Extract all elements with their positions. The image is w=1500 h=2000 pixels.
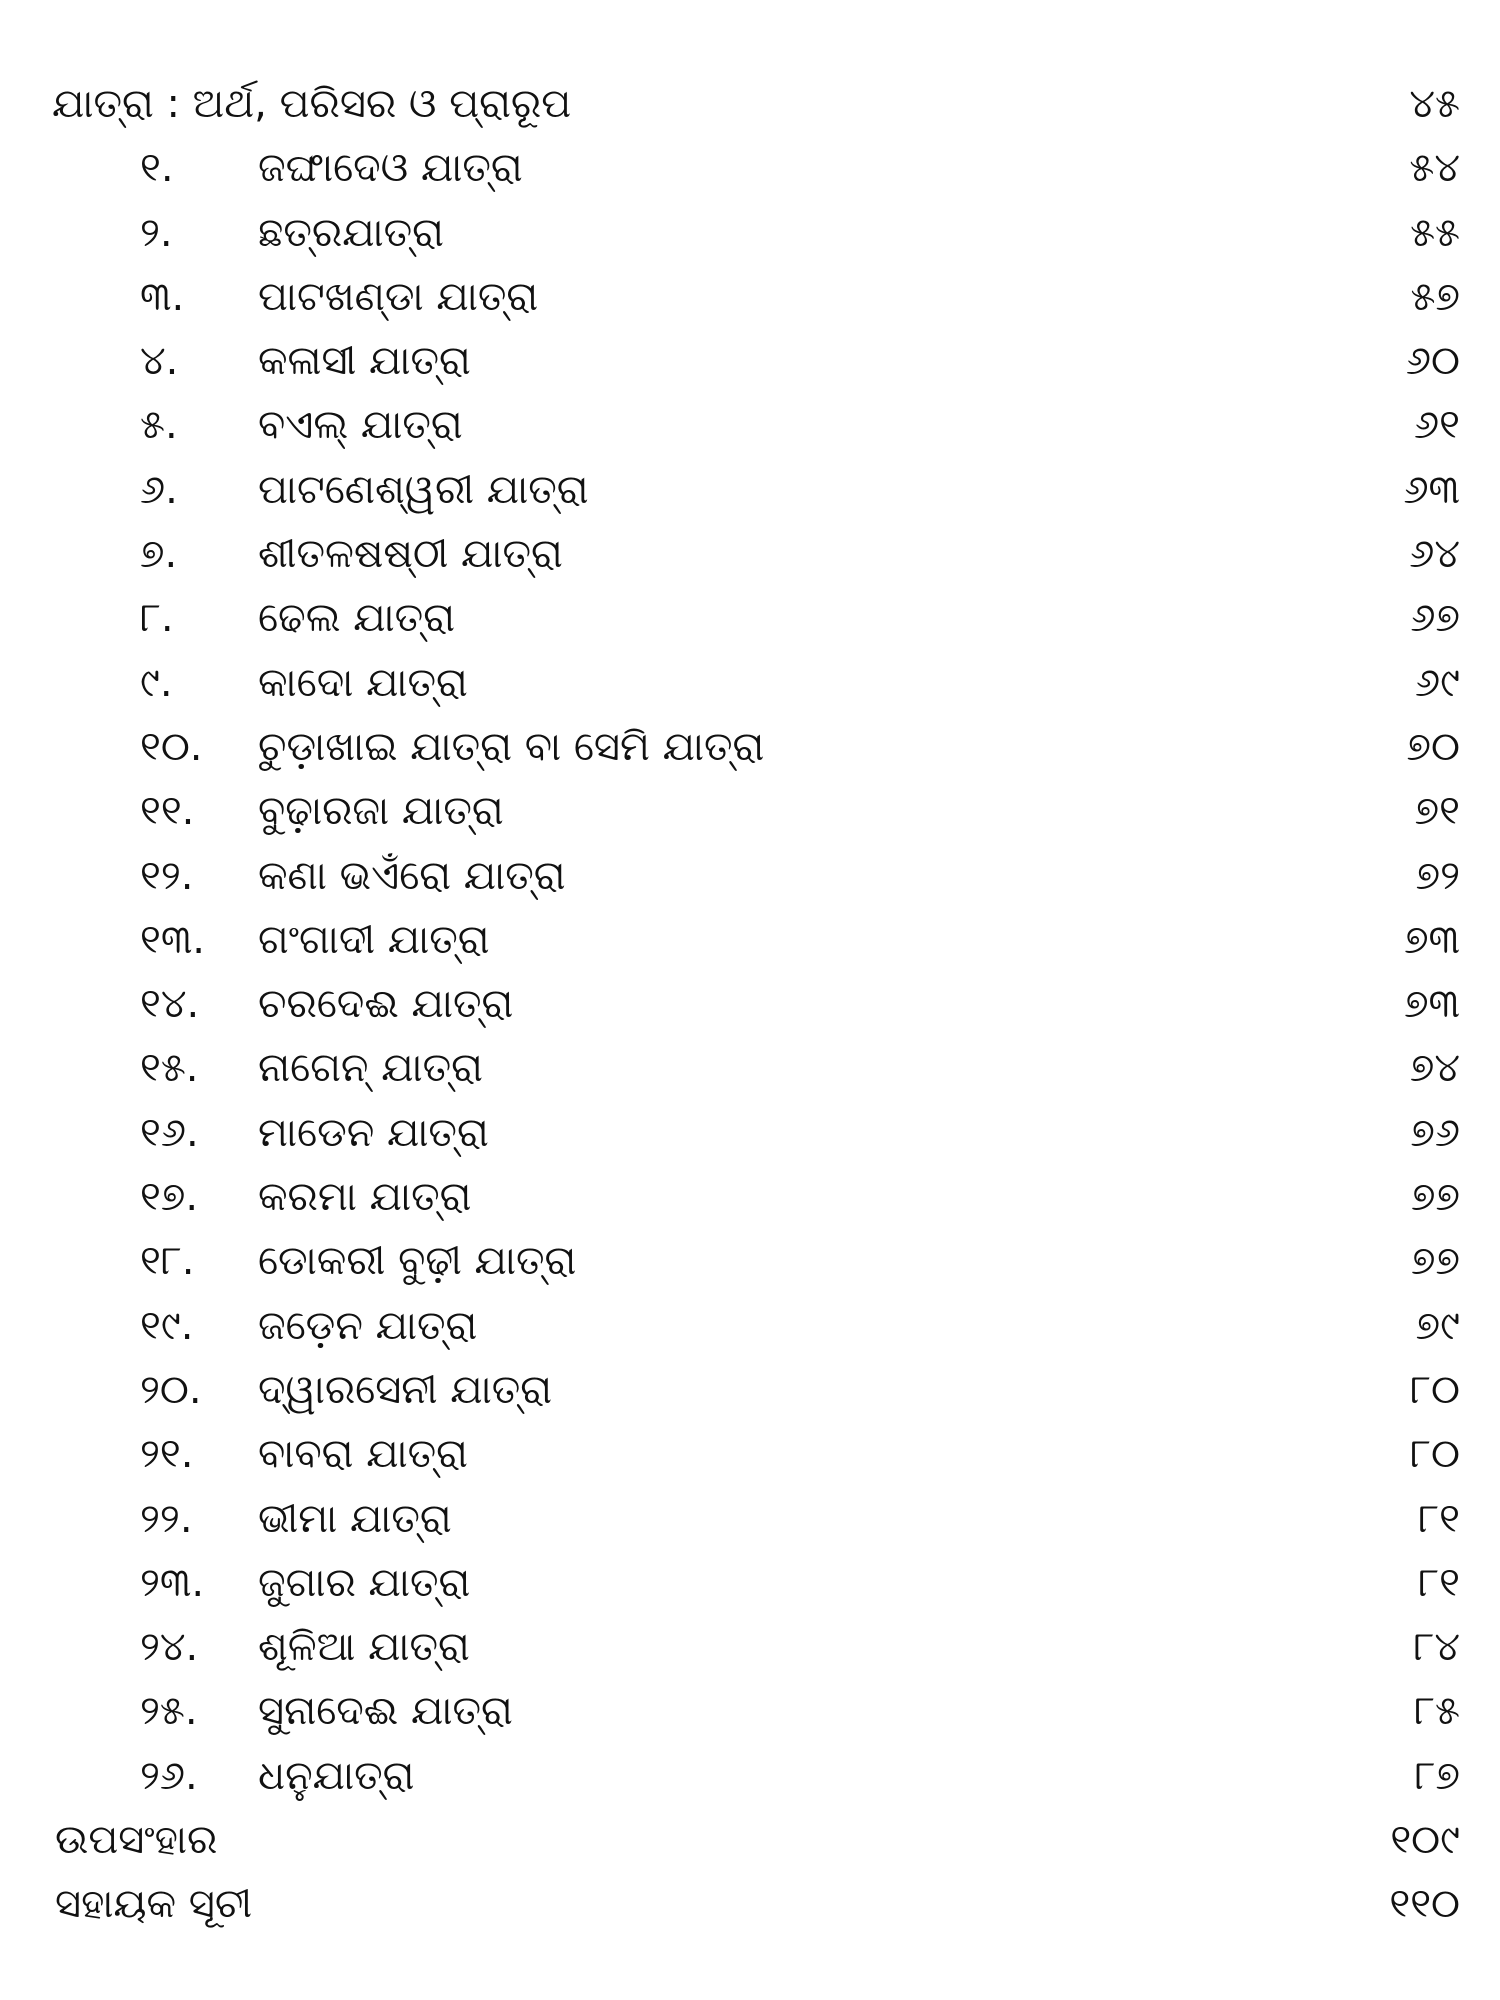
- page-number: ୫୫: [1410, 209, 1460, 256]
- page-number: ୪୫: [1409, 81, 1460, 127]
- entry-number: ୫.: [140, 402, 178, 449]
- toc-entry: [0, 1679, 1500, 1743]
- entry-title: ଭୀମା ଯାତ୍ରା: [258, 1495, 452, 1542]
- page-number: ୬୯: [1415, 659, 1460, 706]
- page-number: ୭୭: [1411, 1238, 1460, 1285]
- entry-title: ବୁଢ଼ାରଜା ଯାତ୍ରା: [258, 788, 504, 835]
- page-number: ୫୭: [1410, 273, 1460, 320]
- toc-entry: [0, 1358, 1500, 1422]
- entry-number: ୧୪.: [140, 981, 200, 1028]
- toc-entry: [0, 458, 1500, 522]
- toc-entry: [0, 522, 1500, 586]
- entry-title: ଜୁଗାର ଯାତ୍ରା: [258, 1559, 471, 1606]
- toc-entry: [0, 136, 1500, 200]
- entry-title: ପାଟଣେଶ୍ୱରୀ ଯାତ୍ରା: [258, 466, 589, 513]
- page-number: ୬୪: [1409, 531, 1460, 578]
- toc-entry: [0, 908, 1500, 972]
- page-number: ୭୪: [1409, 1045, 1460, 1092]
- entry-title: କଳାସୀ ଯାତ୍ରା: [258, 338, 471, 385]
- toc-entry: [0, 1165, 1500, 1229]
- entry-title: ଗଂଗାଦୀ ଯାତ୍ରା: [258, 916, 490, 963]
- toc-entry: [0, 651, 1500, 715]
- entry-title: କଣା ଭଏଁରୋ ଯାତ୍ରା: [258, 852, 566, 899]
- entry-title: କରମା ଯାତ୍ରା: [258, 1174, 472, 1221]
- back-matter-title: ସହାୟକ ସୂଚୀ: [55, 1881, 253, 1928]
- page-number: ୮୦: [1410, 1366, 1460, 1413]
- entry-number: ୧୭.: [140, 1174, 199, 1221]
- entry-title: ଶୀତଳଷଷ୍ଠୀ ଯାତ୍ରା: [258, 531, 563, 578]
- entry-number: ୧୧.: [140, 788, 195, 835]
- toc-section-heading: [0, 72, 1500, 136]
- back-matter-title: ଉପସଂହାର: [55, 1817, 218, 1864]
- toc-back-matter: [0, 1872, 1500, 1936]
- page-number: ୬୦: [1405, 338, 1460, 385]
- section-title: ଯାତ୍ରା : ଅର୍ଥ, ପରିସର ଓ ପ୍ରାରୂପ: [52, 81, 572, 127]
- page-number: ୮୫: [1414, 1688, 1460, 1735]
- entry-number: ୨୨.: [140, 1495, 193, 1542]
- entry-number: ୨୧.: [140, 1431, 194, 1478]
- entry-number: ୧୯.: [140, 1302, 194, 1349]
- page-number: ୮୪: [1413, 1624, 1460, 1671]
- page-number: ୬୭: [1410, 595, 1460, 642]
- entry-number: ୨.: [140, 209, 173, 256]
- toc-entry: [0, 1229, 1500, 1293]
- entry-number: ୪.: [140, 338, 179, 385]
- entry-title: ମାଡେନ ଯାତ୍ରା: [258, 1109, 489, 1156]
- entry-number: ୨୦.: [140, 1366, 202, 1413]
- page-number: ୭୯: [1415, 1302, 1460, 1349]
- entry-title: ଶୂଳିଆ ଯାତ୍ରା: [258, 1624, 470, 1671]
- entry-title: ବଏଲ୍ ଯାତ୍ରା: [258, 402, 463, 449]
- entry-number: ୩.: [140, 273, 185, 320]
- toc-entry: [0, 1551, 1500, 1615]
- toc-entry: [0, 201, 1500, 265]
- entry-number: ୧.: [140, 145, 174, 192]
- entry-number: ୧୮.: [140, 1238, 195, 1285]
- entry-number: ୧୨.: [140, 852, 194, 899]
- page-number: ୭୧: [1414, 788, 1460, 835]
- toc-entry: [0, 779, 1500, 843]
- page-number: ୭୩: [1404, 981, 1460, 1028]
- toc-back-matter: [0, 1808, 1500, 1872]
- page-number: ୧୧୦: [1389, 1881, 1460, 1928]
- entry-title: ପାଟଖଣ୍ଡା ଯାତ୍ରା: [258, 273, 539, 320]
- entry-title: ବାବରା ଯାତ୍ରା: [258, 1431, 468, 1478]
- entry-number: ୧୫.: [140, 1045, 199, 1092]
- entry-number: ୨୬.: [140, 1752, 198, 1799]
- page-number: ୭୩: [1404, 916, 1460, 963]
- page-number: ୭୨: [1415, 852, 1460, 899]
- toc-entry: [0, 1615, 1500, 1679]
- entry-number: ୯.: [140, 659, 173, 706]
- toc-entry: [0, 1036, 1500, 1100]
- page-number: ୫୪: [1409, 145, 1460, 192]
- entry-title: କାଦୋ ଯାତ୍ରା: [258, 659, 468, 706]
- toc-entry: [0, 972, 1500, 1036]
- page-number: ୭୦: [1406, 723, 1460, 770]
- entry-title: ଛତ୍ରଯାତ୍ରା: [258, 209, 444, 256]
- page-number: ୮୧: [1418, 1559, 1460, 1606]
- page-number: ୬୩: [1403, 466, 1460, 513]
- entry-title: ଡୋକରୀ ବୁଢ଼ୀ ଯାତ୍ରା: [258, 1238, 577, 1285]
- entry-title: ଜଡ଼େନ ଯାତ୍ରା: [258, 1302, 478, 1349]
- entry-title: ନାଗେନ୍ ଯାତ୍ରା: [258, 1045, 483, 1092]
- page-number: ୭୬: [1410, 1109, 1460, 1156]
- entry-number: ୨୫.: [140, 1688, 198, 1735]
- entry-title: ଢେଲ ଯାତ୍ରା: [258, 595, 455, 642]
- toc-entry: [0, 329, 1500, 393]
- entry-number: ୨୪.: [140, 1624, 199, 1671]
- toc-entry: [0, 1487, 1500, 1551]
- page-number: ୧୦୯: [1390, 1817, 1460, 1864]
- page-number: ୮୦: [1410, 1431, 1460, 1478]
- toc-entry: [0, 715, 1500, 779]
- toc-entry: [0, 844, 1500, 908]
- toc-entry: [0, 1294, 1500, 1358]
- entry-title: ଚୁଡ଼ାଖାଇ ଯାତ୍ରା ବା ସେମି ଯାତ୍ରା: [258, 723, 765, 770]
- page-number: ୬୧: [1414, 402, 1460, 449]
- entry-title: ସୁନାଦେଈ ଯାତ୍ରା: [258, 1688, 513, 1735]
- entry-title: ଦ୍ୱାରସେନୀ ଯାତ୍ରା: [258, 1366, 553, 1413]
- entry-title: ଚରଦେଈ ଯାତ୍ରା: [258, 981, 514, 1028]
- entry-number: ୧୬.: [140, 1109, 199, 1156]
- entry-number: ୧୦.: [140, 723, 203, 770]
- toc-entry: [0, 1744, 1500, 1808]
- page-number: ୮୧: [1418, 1495, 1460, 1542]
- entry-number: ୧୩.: [140, 916, 205, 963]
- entry-title: ଧନୁଯାତ୍ରା: [258, 1752, 415, 1799]
- entry-title: ଜଙ୍ଘାଦେଓ ଯାତ୍ରା: [258, 145, 523, 192]
- page-number: ୭୭: [1411, 1174, 1460, 1221]
- toc-entry: [0, 1101, 1500, 1165]
- entry-number: ୬.: [140, 466, 178, 513]
- toc-entry: [0, 265, 1500, 329]
- entry-number: ୭.: [140, 531, 178, 578]
- entry-number: ୮.: [140, 595, 174, 642]
- table-of-contents: [0, 72, 1500, 1937]
- toc-entry: [0, 393, 1500, 457]
- page-number: ୮୭: [1414, 1752, 1460, 1799]
- toc-entry: [0, 1422, 1500, 1486]
- entry-number: ୨୩.: [140, 1559, 205, 1606]
- toc-entry: [0, 586, 1500, 650]
